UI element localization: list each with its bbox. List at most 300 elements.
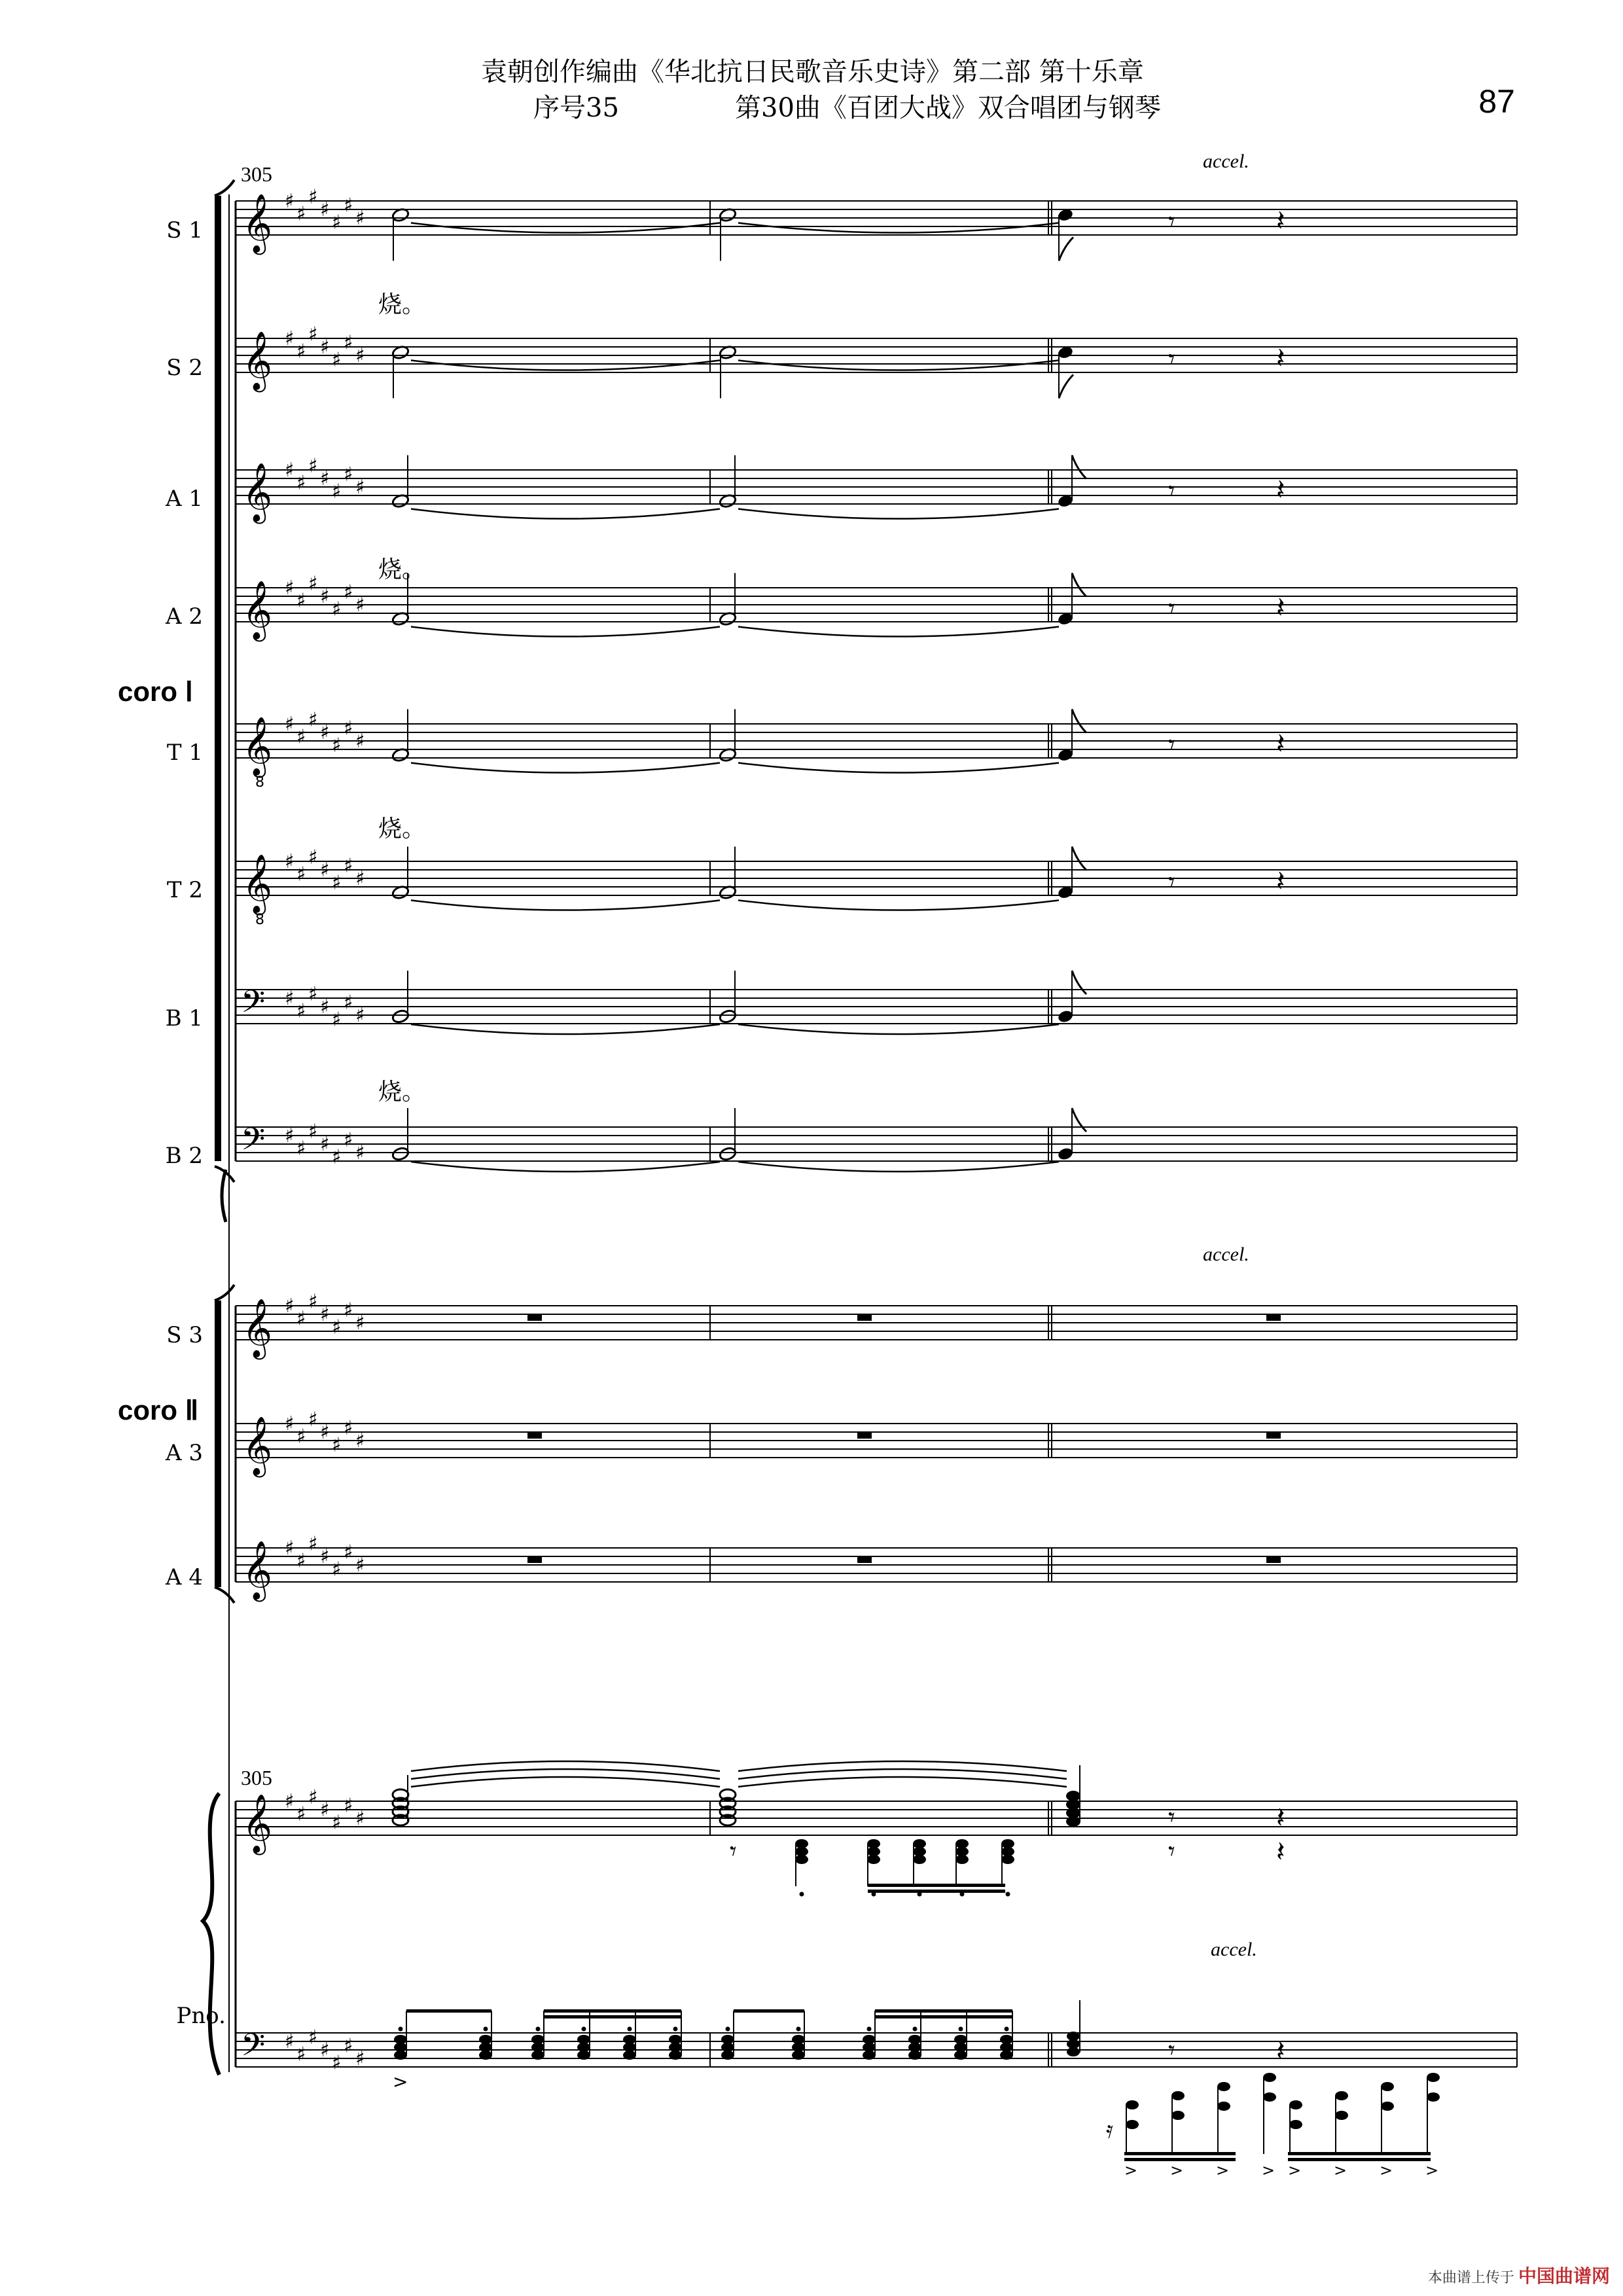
- treble-clef-icon: 𝄞: [242, 1794, 273, 1853]
- tie-curve: [411, 509, 720, 519]
- part-label-s1: S 1: [166, 217, 203, 243]
- sixteenth-note-icon: [955, 1855, 969, 1864]
- staccato-dot: [673, 2027, 678, 2032]
- quarter-rest-icon: 𝄽: [1276, 204, 1285, 238]
- lh-note-icon: [1000, 2051, 1013, 2060]
- sharp-icon: ♯: [320, 198, 330, 221]
- part-label-b1: B 1: [165, 1005, 203, 1031]
- accent-mark: >: [1262, 2161, 1275, 2179]
- sixteenth-note-icon: [795, 1839, 808, 1848]
- lh-note-icon: [577, 2043, 590, 2052]
- sharp-icon: ♯: [308, 982, 318, 1006]
- lh-note-icon: [1335, 2091, 1348, 2100]
- tie-curve: [738, 1777, 1067, 1787]
- part-label-t1: T 1: [166, 740, 203, 766]
- eighth-rest-icon: 𝄾: [1168, 730, 1175, 760]
- sharp-icon: ♯: [320, 336, 330, 359]
- bracket-icon: [215, 1300, 221, 1587]
- part-label-b2: B 2: [165, 1143, 203, 1169]
- note-flag: [1059, 238, 1073, 261]
- sharp-icon: ♯: [332, 1008, 342, 1031]
- tie-curve: [411, 1024, 720, 1034]
- sixteenth-note-icon: [1001, 1847, 1014, 1856]
- lh-note-icon: [908, 2035, 921, 2044]
- sharp-icon: ♯: [344, 581, 353, 604]
- sharp-icon: ♯: [285, 190, 294, 213]
- lh-note-icon: [1067, 2032, 1080, 2041]
- lh-note-icon: [669, 2035, 682, 2044]
- sharp-icon: ♯: [285, 713, 294, 736]
- sixteenth-rest-icon: 𝄿: [1106, 2117, 1114, 2144]
- sharp-icon: ♯: [344, 1541, 353, 1564]
- bracket-icon: [215, 196, 221, 1161]
- staccato-dot: [726, 2027, 730, 2032]
- lyric-a2: 烧。: [378, 556, 426, 583]
- lh-note-icon: [721, 2051, 734, 2060]
- lh-note-icon: [1263, 2092, 1276, 2102]
- piano-measure-number: 305: [241, 1766, 272, 1789]
- bass-clef-icon: 𝄢: [241, 2026, 266, 2071]
- quarter-rest-icon: 𝄽: [1276, 1801, 1285, 1835]
- sharp-icon: ♯: [344, 463, 353, 486]
- lh-note-icon: [1263, 2073, 1276, 2082]
- beam: [406, 2009, 491, 2013]
- staccato-dot: [913, 2027, 918, 2032]
- note-flag: [1072, 1108, 1086, 1132]
- lh-note-icon: [954, 2043, 967, 2052]
- eighth-rest-icon: 𝄾: [1168, 594, 1175, 624]
- sharp-icon: ♯: [308, 1532, 318, 1556]
- tie-curve: [738, 627, 1059, 637]
- part-label-s2: S 2: [166, 355, 203, 381]
- beam: [1288, 2158, 1431, 2161]
- lh-note-icon: [577, 2035, 590, 2044]
- sixteenth-note-icon: [795, 1855, 808, 1864]
- staccato-dot: [536, 2027, 541, 2032]
- tie-curve: [411, 1162, 720, 1172]
- sharp-icon: ♯: [296, 863, 306, 886]
- staccato-dot: [582, 2027, 586, 2032]
- note-flag: [1072, 847, 1086, 870]
- beam: [544, 2009, 681, 2013]
- sharp-icon: ♯: [308, 846, 318, 869]
- sharp-icon: ♯: [332, 1145, 342, 1169]
- sharp-icon: ♯: [332, 480, 342, 503]
- tempo-marking-choir2: accel.: [1203, 1244, 1249, 1265]
- tempo-marking-piano: accel.: [1211, 1939, 1257, 1960]
- lh-note-icon: [954, 2051, 967, 2060]
- sharp-icon: ♯: [320, 467, 330, 490]
- sixteenth-note-icon: [955, 1839, 969, 1848]
- sharp-icon: ♯: [355, 1141, 365, 1164]
- lh-note-icon: [479, 2051, 492, 2060]
- accent-mark: >: [1380, 2161, 1393, 2179]
- accent-mark: >: [1124, 2161, 1138, 2179]
- sharp-icon: ♯: [355, 207, 365, 230]
- bracket-top-hook: [215, 180, 234, 196]
- beam: [1288, 2152, 1431, 2155]
- whole-rest-icon: [1266, 1557, 1281, 1563]
- sharp-icon: ♯: [308, 1120, 318, 1143]
- eighth-rest-icon: 𝄾: [1168, 476, 1175, 506]
- tie-curve: [738, 901, 1059, 910]
- part-label-a4: A 4: [166, 1564, 203, 1590]
- lh-note-icon: [1171, 2111, 1185, 2120]
- staccato-dot: [800, 1892, 804, 1897]
- treble-clef-icon: 𝄞: [242, 1416, 273, 1475]
- beam: [544, 2015, 681, 2018]
- sharp-icon: ♯: [320, 996, 330, 1018]
- tie-curve: [738, 763, 1059, 773]
- sharp-icon: ♯: [296, 999, 306, 1023]
- tempo-marking-choir1: accel.: [1203, 151, 1249, 172]
- sixteenth-note-icon: [867, 1847, 880, 1856]
- accent-mark: >: [1334, 2161, 1347, 2179]
- piano-label: Pno.: [176, 2003, 226, 2029]
- lh-note-icon: [1217, 2102, 1230, 2111]
- sixteenth-note-icon: [867, 1839, 880, 1848]
- note-flag: [1059, 375, 1073, 399]
- eighth-note-icon: [1066, 1816, 1080, 1827]
- sharp-icon: ♯: [296, 1803, 306, 1826]
- lh-note-icon: [531, 2051, 544, 2060]
- sharp-icon: ♯: [355, 867, 365, 890]
- sharp-icon: ♯: [320, 1545, 330, 1568]
- eighth-rest-icon: 𝄾: [1168, 1837, 1175, 1867]
- sharp-icon: ♯: [285, 459, 294, 482]
- lh-note-icon: [1289, 2120, 1302, 2129]
- tie-curve: [411, 1777, 720, 1787]
- treble-clef-icon: 𝄞: [242, 194, 273, 253]
- sharp-icon: ♯: [285, 987, 294, 1010]
- tie-curve: [411, 627, 720, 637]
- bass-clef-icon: 𝄢: [241, 1121, 266, 1165]
- lh-note-icon: [479, 2043, 492, 2052]
- part-label-t2: T 2: [166, 877, 203, 903]
- sharp-icon: ♯: [296, 1137, 306, 1160]
- staccato-dot: [796, 2027, 801, 2032]
- bracket-bottom-hook: [215, 1587, 234, 1603]
- lh-note-icon: [721, 2043, 734, 2052]
- sharp-icon: ♯: [332, 348, 342, 372]
- whole-rest-icon: [857, 1433, 872, 1439]
- lh-note-icon: [669, 2051, 682, 2060]
- sharp-icon: ♯: [285, 1124, 294, 1147]
- staccato-dot: [867, 2027, 872, 2032]
- octave-8vb-mark: 8: [255, 912, 264, 928]
- lh-note-icon: [531, 2043, 544, 2052]
- sixteenth-note-icon: [913, 1847, 926, 1856]
- sharp-icon: ♯: [285, 1537, 294, 1560]
- sharp-icon: ♯: [285, 1790, 294, 1813]
- part-label-a3: A 3: [166, 1440, 203, 1466]
- lh-note-icon: [1289, 2100, 1302, 2109]
- lh-note-icon: [394, 2051, 407, 2060]
- sharp-icon: ♯: [296, 1425, 306, 1448]
- sharp-icon: ♯: [344, 717, 353, 740]
- staccato-dot: [959, 2027, 963, 2032]
- sixteenth-note-icon: [1001, 1855, 1014, 1864]
- sharp-icon: ♯: [320, 1303, 330, 1326]
- sixteenth-note-icon: [795, 1847, 808, 1856]
- staccato-dot: [1005, 2027, 1009, 2032]
- sharp-icon: ♯: [320, 859, 330, 882]
- sharp-icon: ♯: [344, 991, 353, 1014]
- accent-mark: >: [1216, 2161, 1230, 2179]
- sharp-icon: ♯: [344, 1299, 353, 1322]
- eighth-rest-icon: 𝄾: [1168, 207, 1175, 237]
- header-serial: 序号35: [533, 93, 619, 123]
- sixteenth-note-icon: [867, 1855, 880, 1864]
- lh-note-icon: [623, 2035, 636, 2044]
- note-flag: [1072, 971, 1086, 994]
- sharp-icon: ♯: [332, 871, 342, 895]
- sixteenth-note-icon: [913, 1839, 926, 1848]
- whole-rest-icon: [1266, 1433, 1281, 1439]
- lh-note-icon: [669, 2043, 682, 2052]
- tie-curve: [738, 1162, 1059, 1172]
- lh-note-icon: [908, 2043, 921, 2052]
- sharp-icon: ♯: [308, 572, 318, 596]
- sharp-icon: ♯: [332, 2051, 342, 2075]
- lh-note-icon: [792, 2043, 805, 2052]
- lh-note-icon: [1427, 2092, 1440, 2102]
- sharp-icon: ♯: [344, 1794, 353, 1818]
- choir1-label: coro Ⅰ: [118, 676, 194, 707]
- sharp-icon: ♯: [285, 327, 294, 350]
- header-title: 袁朝创作编曲《华北抗日民歌音乐史诗》第二部 第十乐章: [481, 57, 1144, 87]
- beam: [875, 2009, 1012, 2013]
- sharp-icon: ♯: [320, 1799, 330, 1821]
- octave-8vb-mark: 8: [255, 774, 264, 791]
- tie-curve: [738, 509, 1059, 519]
- sharp-icon: ♯: [332, 211, 342, 234]
- sharp-icon: ♯: [355, 1807, 365, 1830]
- lh-note-icon: [1067, 2039, 1080, 2049]
- treble-clef-icon: 𝄞: [242, 581, 273, 639]
- lh-note-icon: [792, 2051, 805, 2060]
- lh-note-icon: [479, 2035, 492, 2044]
- lh-note-icon: [1171, 2091, 1185, 2100]
- quarter-rest-icon: 𝄽: [1276, 473, 1285, 507]
- lh-note-icon: [1381, 2082, 1394, 2091]
- sharp-icon: ♯: [285, 1295, 294, 1318]
- beam: [1124, 2152, 1236, 2155]
- treble-clef-icon: 𝄞: [242, 463, 273, 522]
- sharp-icon: ♯: [355, 344, 365, 367]
- part-label-a1: A 1: [166, 486, 203, 512]
- beam: [868, 1890, 1005, 1893]
- sharp-icon: ♯: [355, 1429, 365, 1452]
- sharp-icon: ♯: [344, 1128, 353, 1152]
- lh-note-icon: [954, 2035, 967, 2044]
- bass-clef-icon: 𝄢: [241, 983, 266, 1028]
- half-note-icon: [391, 1009, 410, 1024]
- sharp-icon: ♯: [285, 1412, 294, 1435]
- sharp-icon: ♯: [296, 1307, 306, 1331]
- beam: [1124, 2158, 1236, 2161]
- staccato-dot: [628, 2027, 632, 2032]
- lh-note-icon: [908, 2051, 921, 2060]
- half-note-icon: [391, 1146, 410, 1161]
- sharp-icon: ♯: [355, 2047, 365, 2070]
- sharp-icon: ♯: [285, 577, 294, 600]
- lh-note-icon: [394, 2035, 407, 2044]
- beam: [868, 1884, 1005, 1887]
- half-note-icon: [719, 1146, 737, 1161]
- sharp-icon: ♯: [332, 1316, 342, 1339]
- lh-note-icon: [792, 2035, 805, 2044]
- sharp-icon: ♯: [355, 1554, 365, 1577]
- whole-rest-icon: [857, 1557, 872, 1563]
- sharp-icon: ♯: [355, 594, 365, 617]
- sharp-icon: ♯: [320, 1133, 330, 1156]
- sharp-icon: ♯: [332, 1433, 342, 1457]
- sharp-icon: ♯: [355, 730, 365, 753]
- beam: [734, 2009, 804, 2013]
- sharp-icon: ♯: [355, 1004, 365, 1027]
- quarter-rest-icon: 𝄽: [1276, 342, 1285, 375]
- lh-note-icon: [1000, 2035, 1013, 2044]
- tie-curve: [411, 223, 720, 233]
- lyric-b1: 烧。: [378, 1079, 426, 1105]
- whole-rest-icon: [527, 1557, 542, 1563]
- staccato-dot: [399, 2027, 403, 2032]
- half-note-icon: [719, 1009, 737, 1024]
- accent-mark: >: [1288, 2161, 1302, 2179]
- sharp-icon: ♯: [332, 598, 342, 621]
- beam: [875, 2015, 1012, 2018]
- lh-note-icon: [1126, 2120, 1139, 2129]
- quarter-rest-icon: 𝄽: [1276, 2034, 1285, 2068]
- sharp-icon: ♯: [308, 2026, 318, 2049]
- sharp-icon: ♯: [355, 1312, 365, 1335]
- sharp-icon: ♯: [308, 1408, 318, 1431]
- sharp-icon: ♯: [344, 1416, 353, 1440]
- lh-note-icon: [863, 2043, 876, 2052]
- lh-note-icon: [1126, 2100, 1139, 2109]
- eighth-rest-icon: 𝄾: [730, 1837, 737, 1867]
- whole-rest-icon: [527, 1433, 542, 1439]
- sharp-icon: ♯: [355, 476, 365, 499]
- sharp-icon: ♯: [308, 1290, 318, 1314]
- quarter-rest-icon: 𝄽: [1276, 727, 1285, 761]
- sharp-icon: ♯: [296, 340, 306, 363]
- sharp-icon: ♯: [332, 1558, 342, 1581]
- sharp-icon: ♯: [332, 734, 342, 757]
- brace-icon: [203, 1793, 219, 2075]
- treble-clef-icon: 𝄞: [242, 1299, 273, 1357]
- sharp-icon: ♯: [308, 708, 318, 732]
- tie-curve: [411, 763, 720, 773]
- staccato-dot: [484, 2027, 488, 2032]
- sharp-icon: ♯: [308, 323, 318, 346]
- sharp-icon: ♯: [320, 585, 330, 608]
- sharp-icon: ♯: [320, 2039, 330, 2062]
- measure-number: 305: [241, 162, 272, 186]
- watermark-brand: 中国曲谱网: [1518, 2266, 1610, 2286]
- lh-note-icon: [863, 2051, 876, 2060]
- bracket-top-hook: [215, 1285, 234, 1300]
- lyric-s1: 烧。: [378, 291, 426, 318]
- eighth-rest-icon: 𝄾: [1168, 344, 1175, 374]
- lh-note-icon: [721, 2035, 734, 2044]
- eighth-rest-icon: 𝄾: [1168, 867, 1175, 897]
- sharp-icon: ♯: [285, 2030, 294, 2053]
- sharp-icon: ♯: [320, 1421, 330, 1444]
- whole-rest-icon: [1266, 1315, 1281, 1321]
- page-number: 87: [1478, 83, 1515, 120]
- note-flag: [1072, 456, 1086, 479]
- sharp-icon: ♯: [332, 1811, 342, 1835]
- lh-note-icon: [577, 2051, 590, 2060]
- quarter-rest-icon: 𝄽: [1276, 1835, 1285, 1869]
- sharp-icon: ♯: [285, 850, 294, 873]
- watermark-prefix: 本曲谱上传于: [1427, 2269, 1514, 2286]
- lh-note-icon: [863, 2035, 876, 2044]
- sharp-icon: ♯: [296, 589, 306, 613]
- treble-clef-icon: 𝄞: [242, 1541, 273, 1600]
- sharp-icon: ♯: [296, 1549, 306, 1573]
- lh-note-icon: [1000, 2043, 1013, 2052]
- sharp-icon: ♯: [344, 194, 353, 217]
- accent-mark: >: [393, 2071, 408, 2092]
- lh-note-icon: [1335, 2111, 1348, 2120]
- tie-curve: [738, 223, 1059, 233]
- quarter-rest-icon: 𝄽: [1276, 591, 1285, 624]
- sharp-icon: ♯: [296, 2043, 306, 2066]
- sharp-icon: ♯: [344, 2034, 353, 2058]
- choir2-label: coro Ⅱ: [118, 1395, 199, 1426]
- tie-curve: [738, 1024, 1059, 1034]
- sixteenth-note-icon: [913, 1855, 926, 1864]
- choir-brace-icon: [222, 1170, 226, 1222]
- part-label-s3: S 3: [166, 1322, 203, 1348]
- whole-rest-icon: [857, 1315, 872, 1321]
- treble-clef-icon: 𝄞: [242, 717, 273, 776]
- tie-curve: [411, 361, 720, 370]
- lh-note-icon: [1067, 2047, 1080, 2056]
- note-flag: [1072, 709, 1086, 733]
- part-label-a2: A 2: [166, 603, 203, 630]
- lyric-t1: 烧。: [378, 816, 426, 842]
- tie-curve: [411, 901, 720, 910]
- sharp-icon: ♯: [344, 331, 353, 355]
- treble-clef-icon: 𝄞: [242, 854, 273, 913]
- sharp-icon: ♯: [296, 725, 306, 749]
- note-flag: [1072, 573, 1086, 597]
- lh-note-icon: [1381, 2102, 1394, 2111]
- treble-clef-icon: 𝄞: [242, 331, 273, 390]
- accent-mark: >: [1170, 2161, 1184, 2179]
- lh-note-icon: [623, 2051, 636, 2060]
- lh-note-icon: [623, 2043, 636, 2052]
- sharp-icon: ♯: [344, 854, 353, 878]
- lh-note-icon: [1217, 2082, 1230, 2091]
- sharp-icon: ♯: [308, 454, 318, 478]
- sharp-icon: ♯: [320, 721, 330, 744]
- tie-curve: [738, 361, 1059, 370]
- lh-note-icon: [531, 2035, 544, 2044]
- eighth-rest-icon: 𝄾: [1168, 2036, 1175, 2066]
- sixteenth-note-icon: [955, 1847, 969, 1856]
- sharp-icon: ♯: [296, 471, 306, 495]
- eighth-rest-icon: 𝄾: [1168, 1803, 1175, 1833]
- lh-note-icon: [394, 2043, 407, 2052]
- staccato-dot: [1006, 1892, 1010, 1897]
- sharp-icon: ♯: [308, 185, 318, 209]
- lh-note-icon: [1427, 2073, 1440, 2082]
